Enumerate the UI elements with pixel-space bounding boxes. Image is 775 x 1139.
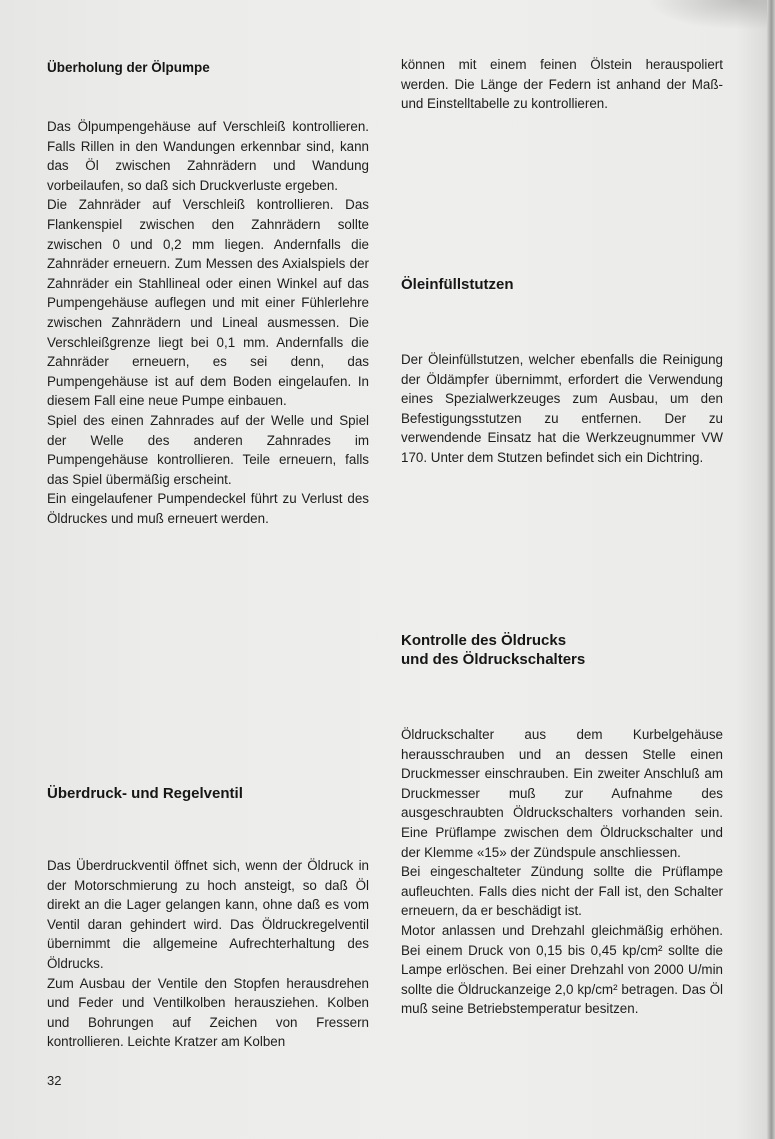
heading-oil-pressure-check-line1: Kontrolle des Öldrucks bbox=[401, 632, 567, 649]
paragraph: Das Überdruckventil öffnet sich, wenn der Öldruck in der Motorschmierung zu hoch ansteigt, so daß Öl direkt an die Lager gelangen kann, ohne daß es vom Ventil daran gehindert wird. Das Öldruckregelventil übernimmt die allgemeine Aufrechterhaltung des Öldrucks. bbox=[47, 858, 369, 971]
oil-filler-text bbox=[401, 350, 723, 468]
pressure-valve-text bbox=[47, 856, 369, 1052]
heading-oil-filler-neck: Öleinfüllstutzen bbox=[401, 276, 514, 293]
paragraph: Spiel des einen Zahnrades auf der Welle und Spiel der Welle des anderen Zahnrades im Pumpengehäuse kontrollieren. Teile erneuern, falls das Spiel übermäßig erscheint. bbox=[47, 412, 369, 487]
paragraph: Ein eingelaufener Pumpendeckel führt zu Verlust des Öldruckes und muß erneuert werden. bbox=[47, 491, 369, 526]
paragraph: Die Zahnräder auf Verschleiß kontrollieren. Das Flankenspiel zwischen den Zahnrädern sollte zwischen 0 und 0,2 mm liegen. Andernfalls die Zahnräder erneuern. Zum Messen des Axialspiels der Zahnräder ein Stahllineal oder einen Winkel auf das Pumpengehäuse auflegen und mit einer Fühlerlehre zwischen Zahnrädern und Lineal ausmessen. Die Verschleißgrenze liegt bei 0,1 mm. Andernfalls die Zahnräder erneuern, es sei denn, das Pumpengehäuse ist auf dem Boden eingelaufen. In diesem Fall eine neue Pumpe einbauen. bbox=[47, 197, 369, 409]
paragraph: Der Öleinfüllstutzen, welcher ebenfalls die Reinigung der Öldämpfer übernimmt, erfordert die Verwendung eines Spezialwerkzeuges zum Ausbau, um den Befestigungsstutzen zu entfernen. Der zu verwendende Einsatz hat die Werkzeugnummer VW 170. Unter dem Stutzen befindet sich ein Dichtring. bbox=[401, 352, 723, 465]
page-number: 32 bbox=[47, 1073, 62, 1088]
continuation-text bbox=[401, 55, 723, 114]
paragraph: Motor anlassen und Drehzahl gleichmäßig erhöhen. Bei einem Druck von 0,15 bis 0,45 kp/cm² sollte die Lampe erlöschen. Bei einer Drehzahl von 2000 U/min sollte die Öldruckanzeige 2,0 kp/cm² betragen. Das Öl muß seine Betriebstemperatur besitzen. bbox=[401, 922, 723, 1017]
paragraph: Zum Ausbau der Ventile den Stopfen herausdrehen und Feder und Ventilkolben herausziehen. Kolben und Bohrungen auf Zeichen von Fressern kontrollieren. Leichte Kratzer am Kolben bbox=[47, 975, 369, 1050]
page-edge bbox=[767, 0, 775, 1139]
heading-pressure-relief-valve: Überdruck- und Regelventil bbox=[47, 785, 243, 802]
oil-pressure-text bbox=[401, 725, 723, 1019]
heading-oil-pressure-check-line2: und des Öldruckschalters bbox=[401, 651, 586, 668]
page-shadow bbox=[647, 0, 767, 30]
paragraph: Öldruckschalter aus dem Kurbelgehäuse herausschrauben und an dessen Stelle einen Druckmesser einschrauben. Ein zweiter Anschluß am Druckmesser muß zur Aufnahme des ausgeschraubten Öldruckschalters vorhanden sein. Eine Prüflampe zwischen dem Öldruckschalter und der Klemme «15» der Zündspule anschliessen. bbox=[401, 727, 723, 860]
paragraph: Das Ölpumpengehäuse auf Verschleiß kontrollieren. Falls Rillen in den Wandungen erkennbar sind, kann das Öl zwischen Zahnrädern und Wandung vorbeilaufen, so daß sich Druckverluste ergeben. bbox=[47, 119, 369, 193]
paragraph: Bei eingeschalteter Zündung sollte die Prüflampe aufleuchten. Falls dies nicht der Fall ist, den Schalter erneuern, da er beschädigt ist. bbox=[401, 864, 723, 919]
oil-pump-text bbox=[47, 117, 369, 528]
heading-oil-pump-overhaul: Überholung der Ölpumpe bbox=[47, 60, 210, 75]
paragraph: können mit einem feinen Ölstein herauspoliert werden. Die Länge der Federn ist anhand der Maß- und Einstelltabelle zu kontrollieren. bbox=[401, 57, 723, 112]
